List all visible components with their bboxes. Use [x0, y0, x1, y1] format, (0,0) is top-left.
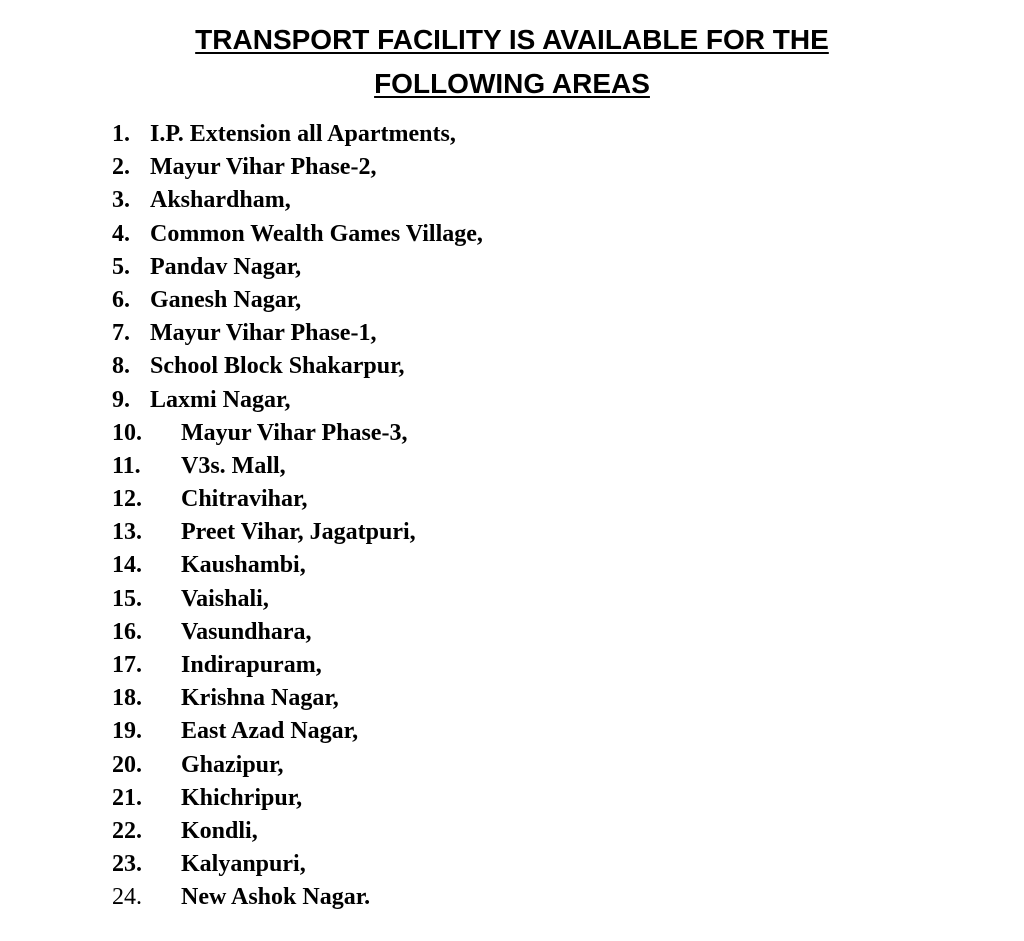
area-name: Akshardham,	[150, 187, 291, 214]
item-number: 20.	[112, 751, 142, 778]
area-name: Krishna Nagar,	[181, 685, 339, 712]
page-title	[0, 18, 1024, 106]
item-number: 5.	[112, 253, 130, 280]
area-name: Mayur Vihar Phase-2,	[150, 154, 377, 181]
area-name: Khichripur,	[181, 784, 303, 811]
item-number: 13.	[112, 519, 142, 546]
item-number: 6.	[112, 286, 130, 313]
item-number: 21.	[112, 784, 142, 811]
area-name: Vasundhara,	[181, 618, 312, 645]
area-name: Ghazipur,	[181, 751, 284, 778]
item-number: 3.	[112, 187, 130, 214]
item-number: 24.	[112, 884, 142, 911]
item-number: 7.	[112, 320, 130, 347]
item-number: 11.	[112, 452, 141, 479]
title-line-2: FOLLOWING AREAS	[374, 68, 650, 99]
item-number: 1.	[112, 121, 130, 147]
item-number: 14.	[112, 552, 142, 579]
area-name: New Ashok Nagar.	[181, 884, 371, 911]
area-name: Kondli,	[181, 817, 258, 844]
item-number: 23.	[112, 851, 142, 878]
area-name: Pandav Nagar,	[150, 253, 302, 280]
area-name: V3s. Mall,	[181, 452, 286, 479]
title-line-1: TRANSPORT FACILITY IS AVAILABLE FOR THE	[195, 24, 829, 55]
item-number: 8.	[112, 353, 130, 380]
area-name: School Block Shakarpur,	[150, 353, 405, 380]
item-number: 16.	[112, 618, 142, 645]
area-name: Vaishali,	[181, 585, 269, 612]
item-number: 19.	[112, 718, 142, 745]
area-name: Kaushambi,	[181, 552, 306, 579]
area-name: I.P. Extension all Apartments,	[150, 121, 456, 147]
area-name: Mayur Vihar Phase-3,	[181, 419, 408, 446]
area-name: East Azad Nagar,	[181, 718, 359, 745]
area-name: Indirapuram,	[181, 652, 322, 678]
area-name: Ganesh Nagar,	[150, 286, 302, 313]
item-number: 15.	[112, 585, 142, 612]
area-name: Mayur Vihar Phase-1,	[150, 320, 377, 347]
area-name: Laxmi Nagar,	[150, 386, 291, 413]
item-number: 9.	[112, 386, 130, 413]
item-number: 17.	[112, 652, 142, 678]
item-number: 10.	[112, 419, 142, 446]
item-number: 4.	[112, 220, 130, 247]
area-name: Chitravihar,	[181, 486, 308, 513]
item-number: 2.	[112, 154, 130, 181]
item-number: 12.	[112, 486, 142, 513]
area-name: Kalyanpuri,	[181, 851, 306, 878]
area-name: Preet Vihar, Jagatpuri,	[181, 519, 416, 546]
item-number: 18.	[112, 685, 142, 712]
item-number: 22.	[112, 817, 142, 844]
area-name: Common Wealth Games Village,	[150, 220, 483, 247]
